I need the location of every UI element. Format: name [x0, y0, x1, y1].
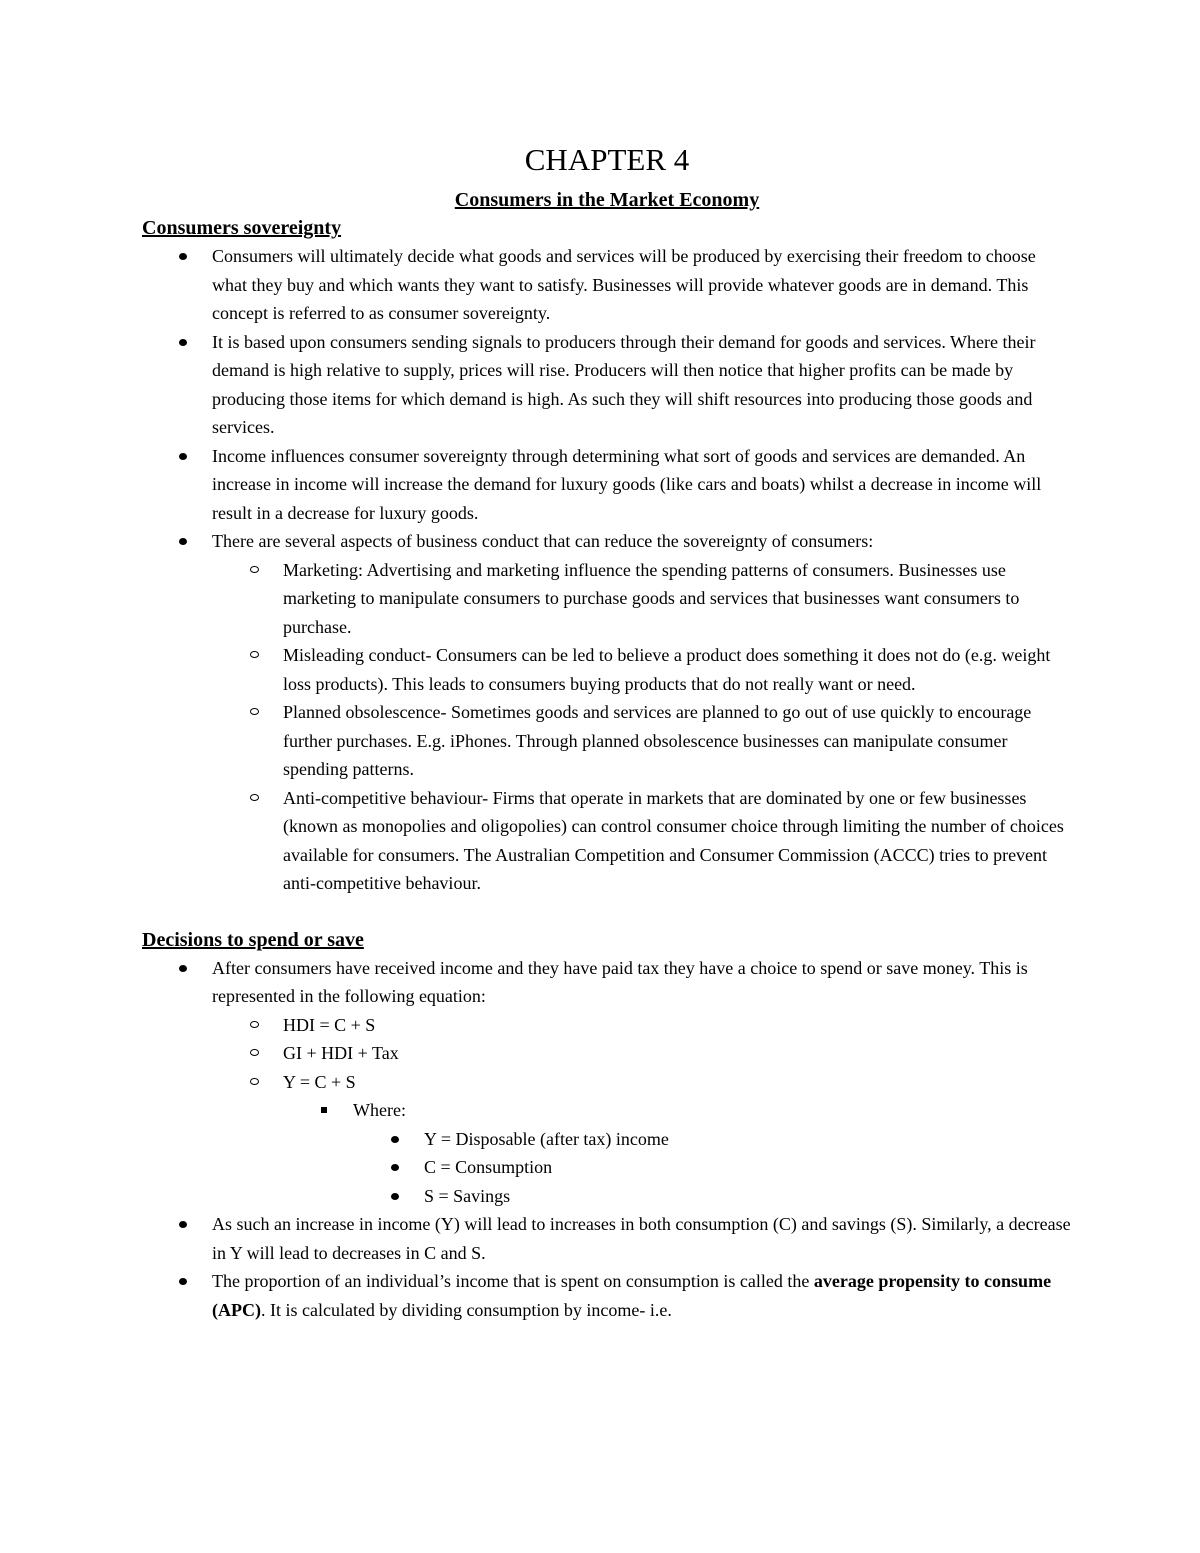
consumer-sovereignty-list	[142, 242, 1072, 898]
bullet-icon	[179, 339, 187, 346]
where-item: Where: Y = Disposable (after tax) income C = Consumption S = Savings	[353, 1096, 1072, 1210]
bullet-icon	[179, 253, 187, 260]
bullet-icon	[391, 1193, 399, 1200]
list-item: As such an increase in income (Y) will lead to increases in both consumption (C) and savings (S). Similarly, a decrease in Y will lead to decreases in C and S.	[212, 1210, 1072, 1267]
chapter-heading: CHAPTER 4	[524, 142, 690, 177]
list-item: The proportion of an individual’s income that is spent on consumption is called the average propensity to consume (APC). It is calculated by dividing consumption by income- i.e.	[212, 1267, 1072, 1324]
section-heading-spend-or-save: Decisions to spend or save	[142, 928, 364, 951]
list-item: After consumers have received income and they have paid tax they have a choice to spend or save money. This is represented in the following equation: HDI = C + S GI + HDI + Tax Y = C + S Where: Y = Disposable (after tax) income C = Consumption S = Savings	[212, 954, 1072, 1211]
business-conduct-sublist	[212, 556, 1072, 898]
bullet-icon	[179, 1278, 187, 1285]
definition-item: S = Savings	[424, 1182, 1072, 1211]
sublist-item: Planned obsolescence- Sometimes goods and services are planned to go out of use quickly to encourage further purchases. E.g. iPhones. Through planned obsolescence businesses can manipulate consumer spending patterns.	[283, 698, 1072, 784]
apc-term: average propensity to consume (APC)	[212, 1271, 1052, 1320]
square-bullet-icon	[321, 1107, 327, 1113]
definition-item: C = Consumption	[424, 1153, 1072, 1182]
list-item: It is based upon consumers sending signals to producers through their demand for goods and services. Where their demand is high relative to supply, prices will rise. Producers will then notice that higher profits can be made by producing those items for which demand is high. As such they will shift resources into producing those goods and services.	[212, 328, 1072, 442]
bullet-icon	[391, 1164, 399, 1171]
bullet-icon	[179, 453, 187, 460]
section-heading-consumer-sovereignty: Consumers sovereignty	[142, 217, 342, 239]
equation-item: GI + HDI + Tax	[283, 1039, 1072, 1068]
bullet-icon	[179, 1221, 187, 1228]
equations-sublist	[212, 1011, 1072, 1211]
hollow-bullet-icon	[250, 1021, 259, 1028]
spend-or-save-list	[142, 954, 1072, 1325]
list-item: Consumers will ultimately decide what goods and services will be produced by exercising their freedom to choose what they buy and which wants they want to satisfy. Businesses will provide whatever goods are in demand. This concept is referred to as consumer sovereignty.	[212, 242, 1072, 328]
bullet-icon	[179, 965, 187, 972]
equation-item: HDI = C + S	[283, 1011, 1072, 1040]
bullet-icon	[391, 1136, 399, 1143]
where-sublist	[283, 1096, 1072, 1210]
sublist-item: Misleading conduct- Consumers can be led to believe a product does something it does not do (e.g. weight loss products). This leads to consumers buying products that do not really want or need.	[283, 641, 1072, 698]
list-item: Income influences consumer sovereignty through determining what sort of goods and services are demanded. An increase in income will increase the demand for luxury goods (like cars and boats) whilst a decrease in income will result in a decrease for luxury goods.	[212, 442, 1072, 528]
equation-item: Y = C + S Where: Y = Disposable (after tax) income C = Consumption S = Savings	[283, 1068, 1072, 1211]
definitions-sublist	[353, 1125, 1072, 1211]
hollow-bullet-icon	[250, 1049, 259, 1056]
sublist-item: Marketing: Advertising and marketing influence the spending patterns of consumers. Businesses use marketing to manipulate consumers to purchase goods and services that businesses want consumers to purchase.	[283, 556, 1072, 642]
document-content	[142, 140, 1072, 1324]
hollow-bullet-icon	[250, 1078, 259, 1085]
hollow-bullet-icon	[250, 794, 259, 801]
definition-item: Y = Disposable (after tax) income	[424, 1125, 1072, 1154]
list-item: There are several aspects of business conduct that can reduce the sovereignty of consumers: Marketing: Advertising and marketing influence the spending patterns of consumers. Businesses use marketing to manipulate consumers to purchase goods and services that businesses want consumers to purchase. Misleading conduct- Consumers can be led to believe a product does something it does not do (e.g. weight loss products). This leads to consumers buying products that do not really want or need. Planned obsolescence- Sometimes goods and services are planned to go out of use quickly to encourage further purchases. E.g. iPhones. Through planned obsolescence businesses can manipulate consumer spending patterns. Anti-competitive behaviour- Firms that operate in markets that are dominated by one or few businesses (known as monopolies and oligopolies) can control consumer choice through limiting the number of choices available for consumers. The Australian Competition and Consumer Commission (ACCC) tries to prevent anti-competitive behaviour.	[212, 527, 1072, 898]
hollow-bullet-icon	[250, 566, 259, 573]
hollow-bullet-icon	[250, 708, 259, 715]
bullet-icon	[179, 538, 187, 545]
hollow-bullet-icon	[250, 651, 259, 658]
sublist-item: Anti-competitive behaviour- Firms that operate in markets that are dominated by one or few businesses (known as monopolies and oligopolies) can control consumer choice through limiting the number of choices available for consumers. The Australian Competition and Consumer Commission (ACCC) tries to prevent anti-competitive behaviour.	[283, 784, 1072, 898]
document-title: Consumers in the Market Economy	[454, 189, 760, 211]
